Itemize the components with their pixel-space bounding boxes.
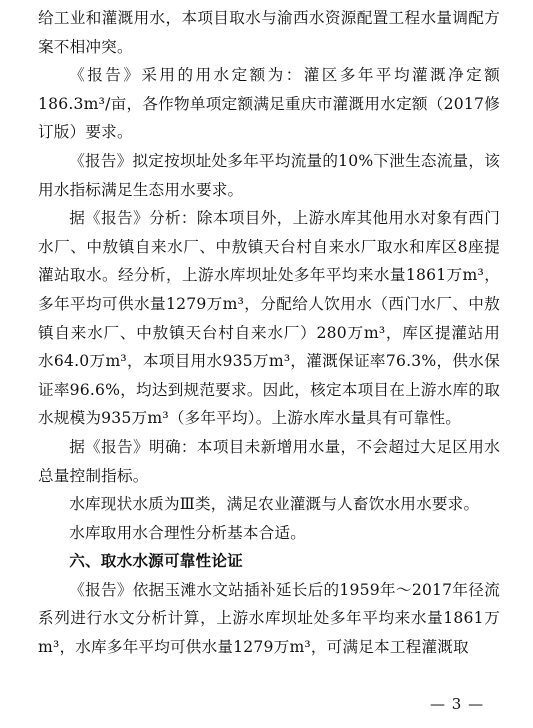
page-number: — 3 — [430, 695, 485, 713]
paragraph-water-quota: 《报告》采用的用水定额为：灌区多年平均灌溉净定额186.3m³/亩，各作物单项定额满足重庆市灌溉用水定额（2017修订版）要求。 [38, 66, 500, 142]
paragraph-water-quality: 水库现状水质为Ⅲ类，满足农业灌溉与人畜饮水用水要求。 [69, 495, 480, 514]
paragraph-reservoir-analysis: 据《报告》分析：除本项目外，上游水库其他用水对象有西门水厂、中敖镇自来水厂、中敖镇天台村自来水厂取水和库区8座提灌站取水。经分析，上游水库坝址处多年平均来水量1861万m³，多年平均可供水量1279万m³，分配给人饮用水（西门水厂、中敖镇自来水厂、中敖镇天台村自来水厂）280万m³，库区提灌站用水64.0万m³，本项目用水935万m³，灌溉保证率76.3%，供水保证率96.6%，均达到规范要求。因此，核定本项目在上游水库的取水规模为935万m³（多年平均）。上游水库水量具有可靠性。 [38, 209, 500, 428]
paragraph-ecological-flow: 《报告》拟定按坝址处多年平均流量的10%下泄生态流量，该用水指标满足生态用水要求。 [38, 151, 500, 199]
section-heading-source-reliability: 六、取水水源可靠性论证 [69, 552, 243, 571]
paragraph-total-water-control: 据《报告》明确：本项目未新增用水量，不会超过大足区用水总量控制指标。 [38, 437, 500, 485]
paragraph-water-allocation: 给工业和灌溉用水，本项目取水与渝西水资源配置工程水量调配方案不相冲突。 [38, 9, 500, 56]
document-body [38, 4, 500, 662]
paragraph-hydrological-analysis: 《报告》依据玉滩水文站插补延长后的1959年～2017年径流系列进行水文分析计算，上游水库坝址处多年平均来水量1861万m³，水库多年平均可供水量1279万m³，可满足本工程灌溉取 [38, 580, 500, 657]
paragraph-rationality-conclusion: 水库取用水合理性分析基本合适。 [69, 523, 307, 542]
